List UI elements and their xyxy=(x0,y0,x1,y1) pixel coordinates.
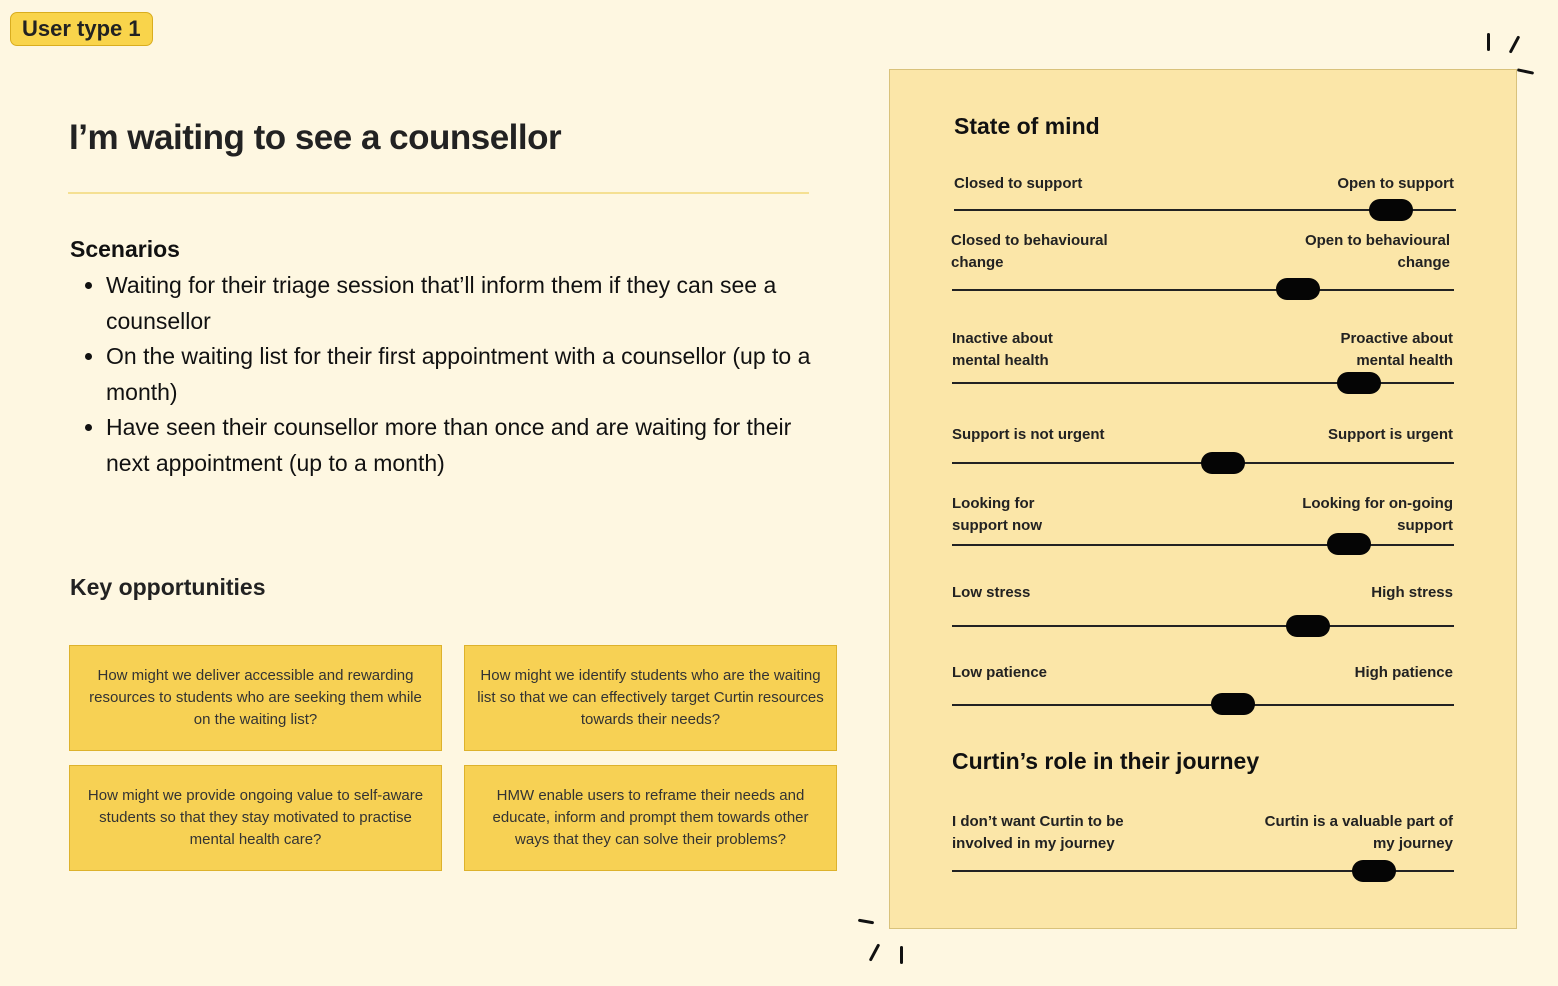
scenario-item: • Have seen their counsellor more than once and are waiting for their next appointment (up to a month) xyxy=(106,410,816,481)
sparkle-stroke-icon xyxy=(1509,35,1521,53)
slider-left-label: Low patience xyxy=(952,664,1048,681)
opportunity-card[interactable] xyxy=(464,765,837,871)
slider-left-label: I don’t want Curtin to be involved in my journey xyxy=(952,813,1124,852)
slider-left-label: Low stress xyxy=(952,584,1031,601)
slider-track xyxy=(952,704,1454,706)
slider-track xyxy=(952,289,1454,291)
opportunity-card[interactable] xyxy=(69,765,442,871)
slider-right-label: Curtin is a valuable part of my journey xyxy=(1264,813,1453,852)
slider-knob[interactable] xyxy=(1276,278,1320,300)
slider-knob[interactable] xyxy=(1211,693,1255,715)
scenarios-heading: Scenarios xyxy=(70,236,180,262)
sparkle-stroke-icon xyxy=(869,943,881,961)
slider-knob[interactable] xyxy=(1337,372,1381,394)
slider-right-label: Open to support xyxy=(1337,175,1454,192)
opportunity-text: How might we deliver accessible and rewarding resources to students who are seeking them while on the waiting list? xyxy=(89,667,422,728)
title-divider xyxy=(68,192,809,194)
opportunity-text: HMW enable users to reframe their needs and educate, inform and prompt them towards other ways that they can solve their problems? xyxy=(492,787,809,848)
slider-knob[interactable] xyxy=(1327,533,1371,555)
opportunity-text: How might we identify students who are the waiting list so that we can effectively target Curtin resources towards their needs? xyxy=(477,667,824,728)
key-opportunities-heading: Key opportunities xyxy=(70,574,266,600)
page-title: I’m waiting to see a counsellor xyxy=(69,118,562,157)
slider-knob[interactable] xyxy=(1352,860,1396,882)
slider-left-label: Inactive about mental health xyxy=(952,330,1053,369)
user-type-badge: User type 1 xyxy=(10,12,153,46)
sparkle-stroke-icon xyxy=(858,919,874,925)
slider-right-label: Open to behavioural change xyxy=(1304,232,1450,271)
opportunity-card[interactable] xyxy=(69,645,442,751)
slider-right-label: Support is urgent xyxy=(1328,426,1453,443)
slider-track xyxy=(952,625,1454,627)
slider-right-label: Looking for on-going support xyxy=(1302,495,1453,534)
sparkle-stroke-icon xyxy=(1517,68,1534,74)
slider-right-label: High stress xyxy=(1371,584,1453,601)
sparkle-stroke-icon xyxy=(900,946,903,964)
slider-knob[interactable] xyxy=(1286,615,1330,637)
sparkle-stroke-icon xyxy=(1487,33,1490,51)
state-of-mind-heading: State of mind xyxy=(954,113,1100,139)
scenario-item: • On the waiting list for their first appointment with a counsellor (up to a month) xyxy=(106,339,816,410)
slider-left-label: Support is not urgent xyxy=(952,426,1105,443)
slider-knob[interactable] xyxy=(1201,452,1245,474)
slider-track xyxy=(952,544,1454,546)
slider-left-label: Closed to support xyxy=(954,175,1083,192)
state-of-mind-panel xyxy=(889,69,1517,929)
scenarios-list xyxy=(80,268,816,481)
slider-left-label: Closed to behavioural change xyxy=(951,232,1108,271)
opportunity-text: How might we provide ongoing value to self-aware students so that they stay motivated to practise mental health care? xyxy=(87,787,424,848)
opportunity-card[interactable] xyxy=(464,645,837,751)
curtin-role-heading: Curtin’s role in their journey xyxy=(952,748,1260,774)
slider-right-label: Proactive about mental health xyxy=(1340,330,1453,369)
scenario-item: • Waiting for their triage session that’ll inform them if they can see a counsellor xyxy=(106,268,816,339)
slider-knob[interactable] xyxy=(1369,199,1413,221)
slider-right-label: High patience xyxy=(1354,664,1453,681)
slider-left-label: Looking for support now xyxy=(952,495,1042,534)
